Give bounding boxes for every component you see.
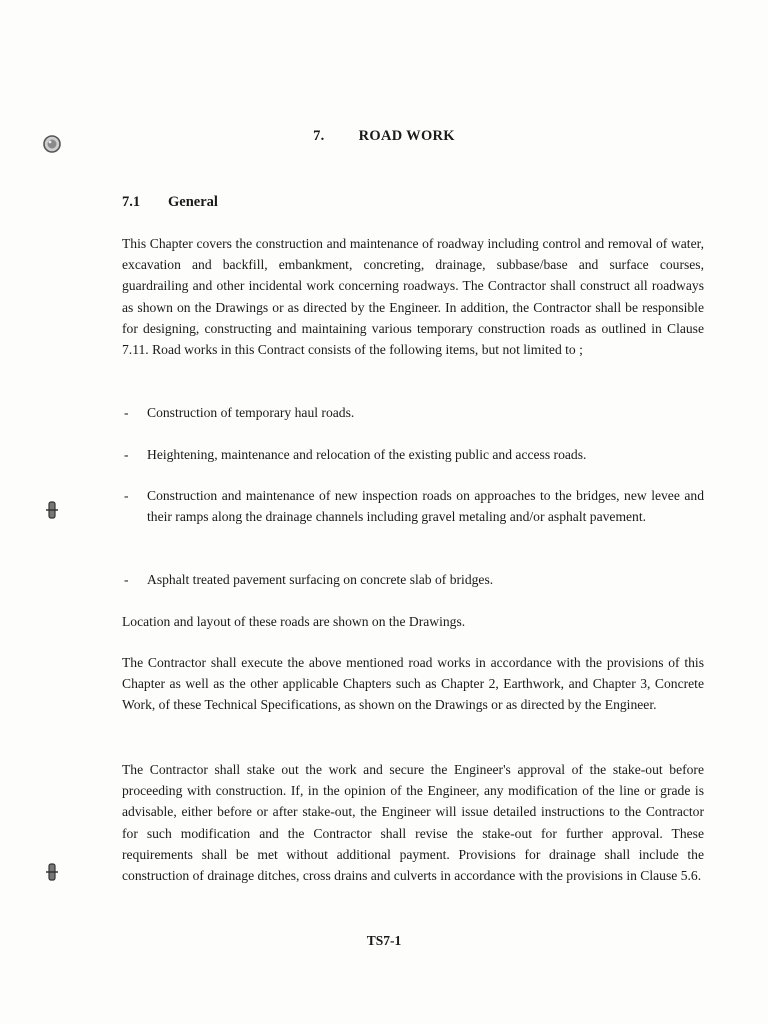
chapter-title: ROAD WORK (358, 128, 455, 144)
binder-clip-icon (42, 500, 62, 520)
list-item-text: Heightening, maintenance and relocation of the existing public and access roads. (147, 447, 587, 462)
bullet-marker: - (124, 447, 129, 462)
list-item (122, 485, 704, 527)
paragraph-stakeout: The Contractor shall stake out the work and secure the Engineer's approval of the stake-out before proceeding with construction. If, in the opinion of the Engineer, any modification of the line or grade is advisable, either before or after stake-out, the Engineer will issue detailed instructions to the Contractor for such modification and the Contractor shall revise the stake-out for further approval. These requirements shall be met without additional payment. Provisions for drainage shall include the construction of drainage ditches, cross drains and culverts in accordance with the provisions in Clause 5.6. (122, 762, 704, 884)
section-heading (122, 194, 218, 211)
bullet-marker: - (124, 572, 129, 587)
list-item (122, 444, 704, 465)
list-item (122, 569, 704, 590)
paragraph-intro: This Chapter covers the construction and maintenance of roadway including control and removal of water, excavation and backfill, embankment, concreting, drainage, subbase/base and surface courses, guardrailing and other incidental work concerning roadways. The Contractor shall construct all roadways as shown on the Drawings or as directed by the Engineer. In addition, the Contractor shall be responsible for designing, constructing and maintaining various temporary construction roads as outlined in Clause 7.11. Road works in this Contract consists of the following items, but not limited to ; (122, 236, 704, 358)
paragraph-location: Location and layout of these roads are shown on the Drawings. (122, 614, 466, 629)
list-item-text: Construction of temporary haul roads. (147, 405, 355, 420)
list-item-text: Asphalt treated pavement surfacing on concrete slab of bridges. (147, 572, 494, 587)
bullet-marker: - (124, 488, 129, 503)
binder-clip-icon (42, 862, 62, 882)
section-title: General (168, 194, 218, 210)
chapter-heading (0, 128, 768, 145)
bullet-marker: - (124, 405, 129, 420)
section-number: 7.1 (122, 194, 141, 210)
list-item (122, 402, 704, 423)
paragraph-execute: The Contractor shall execute the above mentioned road works in accordance with the provisions of this Chapter as well as the other applicable Chapters such as Chapter 2, Earthwork, and Chapter 3, Concrete Work, of these Technical Specifications, as shown on the Drawings or as directed by the Engineer. (122, 655, 704, 713)
list-item-text: Construction and maintenance of new inspection roads on approaches to the bridges, new levee and their ramps along the drainage channels including gravel metaling and/or asphalt pavement. (147, 488, 704, 525)
chapter-number: 7. (313, 128, 325, 144)
page-number: TS7-1 (366, 933, 402, 948)
